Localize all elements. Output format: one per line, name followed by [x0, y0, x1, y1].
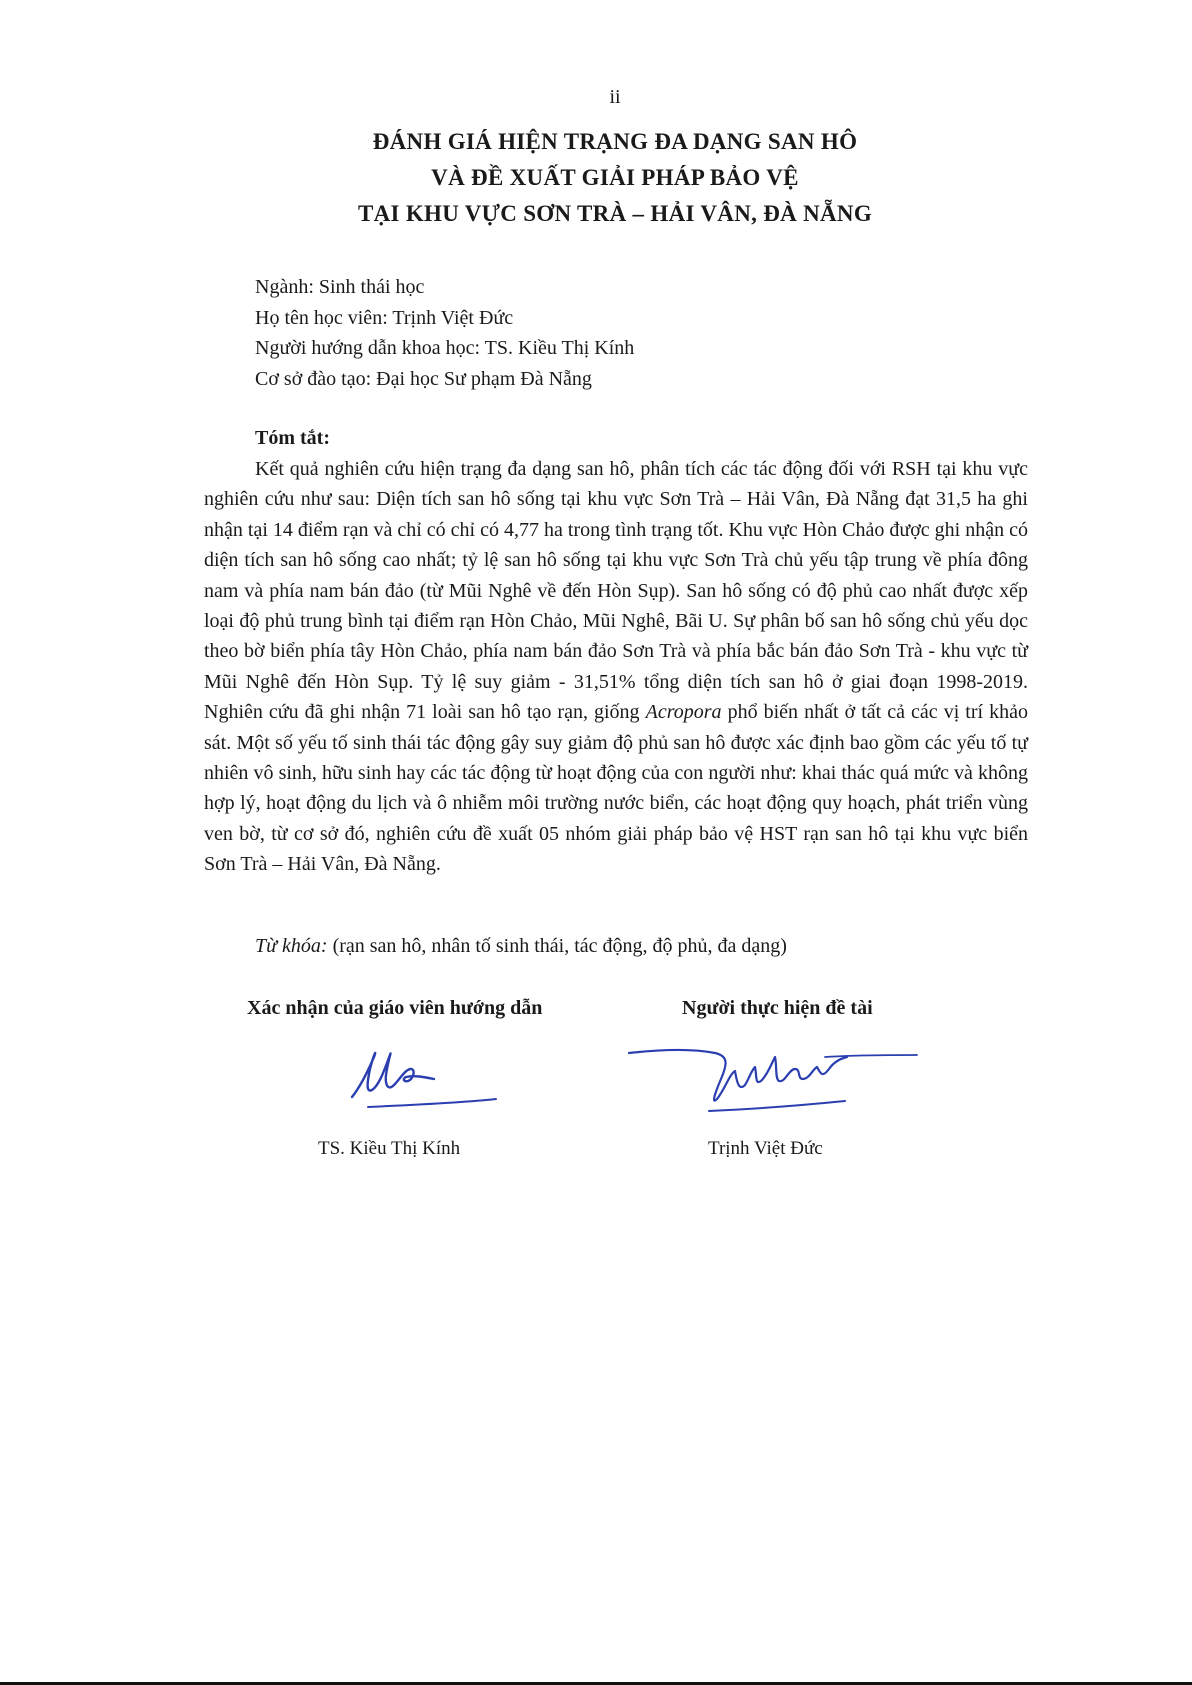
- abstract-heading: Tóm tắt:: [255, 427, 330, 449]
- abstract-genus: Acropora: [645, 701, 722, 724]
- title-line-2: VÀ ĐỀ XUẤT GIẢI PHÁP BẢO VỆ: [431, 165, 799, 190]
- page-number: ii: [609, 86, 621, 108]
- student-line: Họ tên học viên: Trịnh Việt Đức: [255, 306, 514, 329]
- abstract-body: [204, 454, 1028, 880]
- author-heading: Người thực hiện đề tài: [682, 997, 873, 1019]
- keywords: [255, 935, 787, 958]
- abstract-text-part-1: Kết quả nghiên cứu hiện trạng đa dạng san hô, phân tích các tác động đối với RSH tại khu vực nghiên cứu như sau: Diện tích san hô sống tại khu vực Sơn Trà – Hải Vân, Đà Nẵng đạt 31,5 ha ghi nhận tại 14 điểm rạn và chỉ có chỉ có 4,77 ha trong tình trạng tốt. Khu vực Hòn Chảo được ghi nhận có diện tích san hô sống cao nhất; tỷ lệ san hô sống tại khu vực Sơn Trà chủ yếu tập trung về phía đông nam và phía nam bán đảo (từ Mũi Nghê về đến Hòn Sụp). San hô sống có độ phủ cao nhất được xếp loại độ phủ trung bình tại điểm rạn Hòn Chảo, Mũi Nghê, Bãi U. Sự phân bố san hô sống chủ yếu dọc theo bờ biển phía tây Hòn Chảo, phía nam bán đảo Sơn Trà và phía bắc bán đảo Sơn Trà - khu vực từ Mũi Nghê đến Hòn Sụp. Tỷ lệ suy giảm - 31,51% tổng diện tích san hô ở giai đoạn 1998-2019. Nghiên cứu đã ghi nhận 71 loài san hô tạo rạn, giống: [204, 458, 1028, 724]
- thesis-metadata: [255, 272, 634, 394]
- supervisor-line: Người hướng dẫn khoa học: TS. Kiều Thị Kính: [255, 337, 635, 359]
- institution-line: Cơ sở đào tạo: Đại học Sư phạm Đà Nẵng: [255, 367, 592, 390]
- author-signature: [625, 1035, 925, 1125]
- supervisor-confirmation-heading: Xác nhận của giáo viên hướng dẫn: [247, 997, 543, 1019]
- abstract-text-part-2: phổ biến nhất ở tất cả các vị trí khảo sát. Một số yếu tố sinh thái tác động gây suy giảm độ phủ san hô được xác định bao gồm các yếu tố tự nhiên vô sinh, hữu sinh hay các tác động từ hoạt động của con người như: khai thác quá mức và không hợp lý, hoạt động du lịch và ô nhiễm môi trường nước biển, các hoạt động quy hoạch, phát triển vùng ven bờ, từ cơ sở đó, nghiên cứu đề xuất 05 nhóm giải pháp bảo vệ HST rạn san hô tại khu vực biển Sơn Trà – Hải Vân, Đà Nẵng.: [204, 701, 1028, 876]
- thesis-title: [0, 124, 1192, 232]
- author-name: Trịnh Việt Đức: [708, 1138, 823, 1159]
- keywords-text: (rạn san hô, nhân tố sinh thái, tác động, độ phủ, đa dạng): [327, 935, 787, 957]
- supervisor-signature: [340, 1035, 510, 1115]
- title-line-1: ĐÁNH GIÁ HIỆN TRẠNG ĐA DẠNG SAN HÔ: [372, 129, 858, 154]
- supervisor-name: TS. Kiều Thị Kính: [318, 1138, 461, 1159]
- major-line: Ngành: Sinh thái học: [255, 276, 425, 298]
- keywords-label: Từ khóa:: [255, 935, 328, 957]
- title-line-3: TẠI KHU VỰC SƠN TRÀ – HẢI VÂN, ĐÀ NẴNG: [357, 201, 873, 226]
